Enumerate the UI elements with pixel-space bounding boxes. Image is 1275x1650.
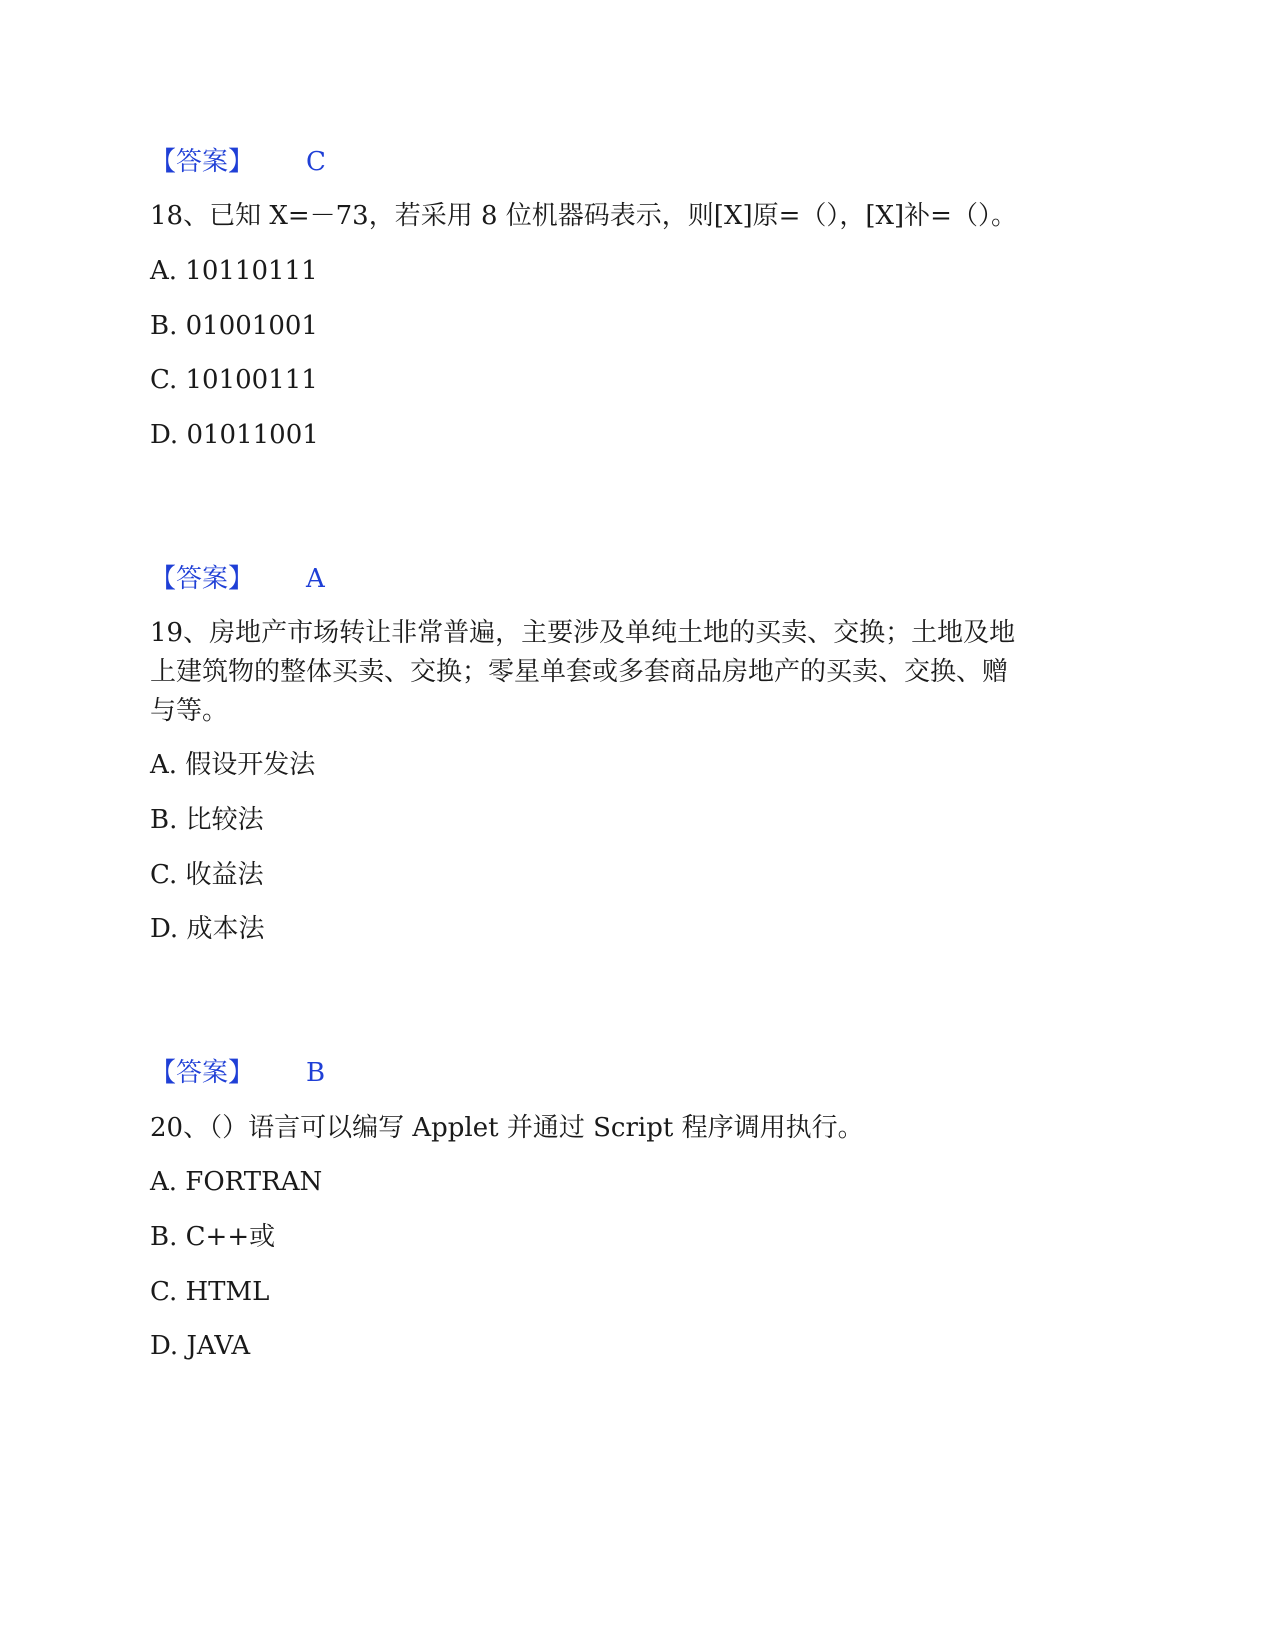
- question-20-option-d: D. JAVA: [150, 1331, 251, 1361]
- question-18-option-c: C. 10100111: [150, 365, 318, 395]
- answer-label: 【答案】: [150, 564, 255, 594]
- answer-line: [150, 143, 326, 181]
- answer-value: B: [306, 1058, 326, 1088]
- answer-label: 【答案】: [150, 147, 255, 177]
- question-19-text-line-1: 19、房地产市场转让非常普遍，主要涉及单纯土地的买卖、交换；土地及地: [150, 618, 1016, 648]
- question-19-option-c: C. 收益法: [150, 860, 264, 890]
- question-18-option-a: A. 10110111: [150, 256, 318, 286]
- question-20-text: 20、（）语言可以编写 Applet 并通过 Script 程序调用执行。: [150, 1113, 864, 1143]
- question-18-text: 18、已知 X=－73，若采用 8 位机器码表示，则[X]原=（），[X]补=（）。: [150, 201, 1017, 231]
- question-19-option-d: D. 成本法: [150, 914, 265, 944]
- question-20-option-a: A. FORTRAN: [150, 1167, 323, 1197]
- question-18-option-d: D. 01011001: [150, 420, 319, 450]
- answer-value: C: [306, 147, 326, 177]
- question-20-option-b: B. C++或: [150, 1222, 276, 1252]
- answer-line: [150, 560, 325, 598]
- answer-label: 【答案】: [150, 1058, 255, 1088]
- answer-value: A: [306, 564, 325, 594]
- question-19-option-b: B. 比较法: [150, 805, 264, 835]
- question-19-text-line-3: 与等。: [150, 696, 229, 726]
- question-20-option-c: C. HTML: [150, 1277, 270, 1307]
- question-19-text-line-2: 上建筑物的整体买卖、交换；零星单套或多套商品房地产的买卖、交换、赠: [150, 657, 1009, 687]
- answer-line: [150, 1054, 325, 1092]
- question-18-option-b: B. 01001001: [150, 311, 318, 341]
- question-19-option-a: A. 假设开发法: [150, 750, 316, 780]
